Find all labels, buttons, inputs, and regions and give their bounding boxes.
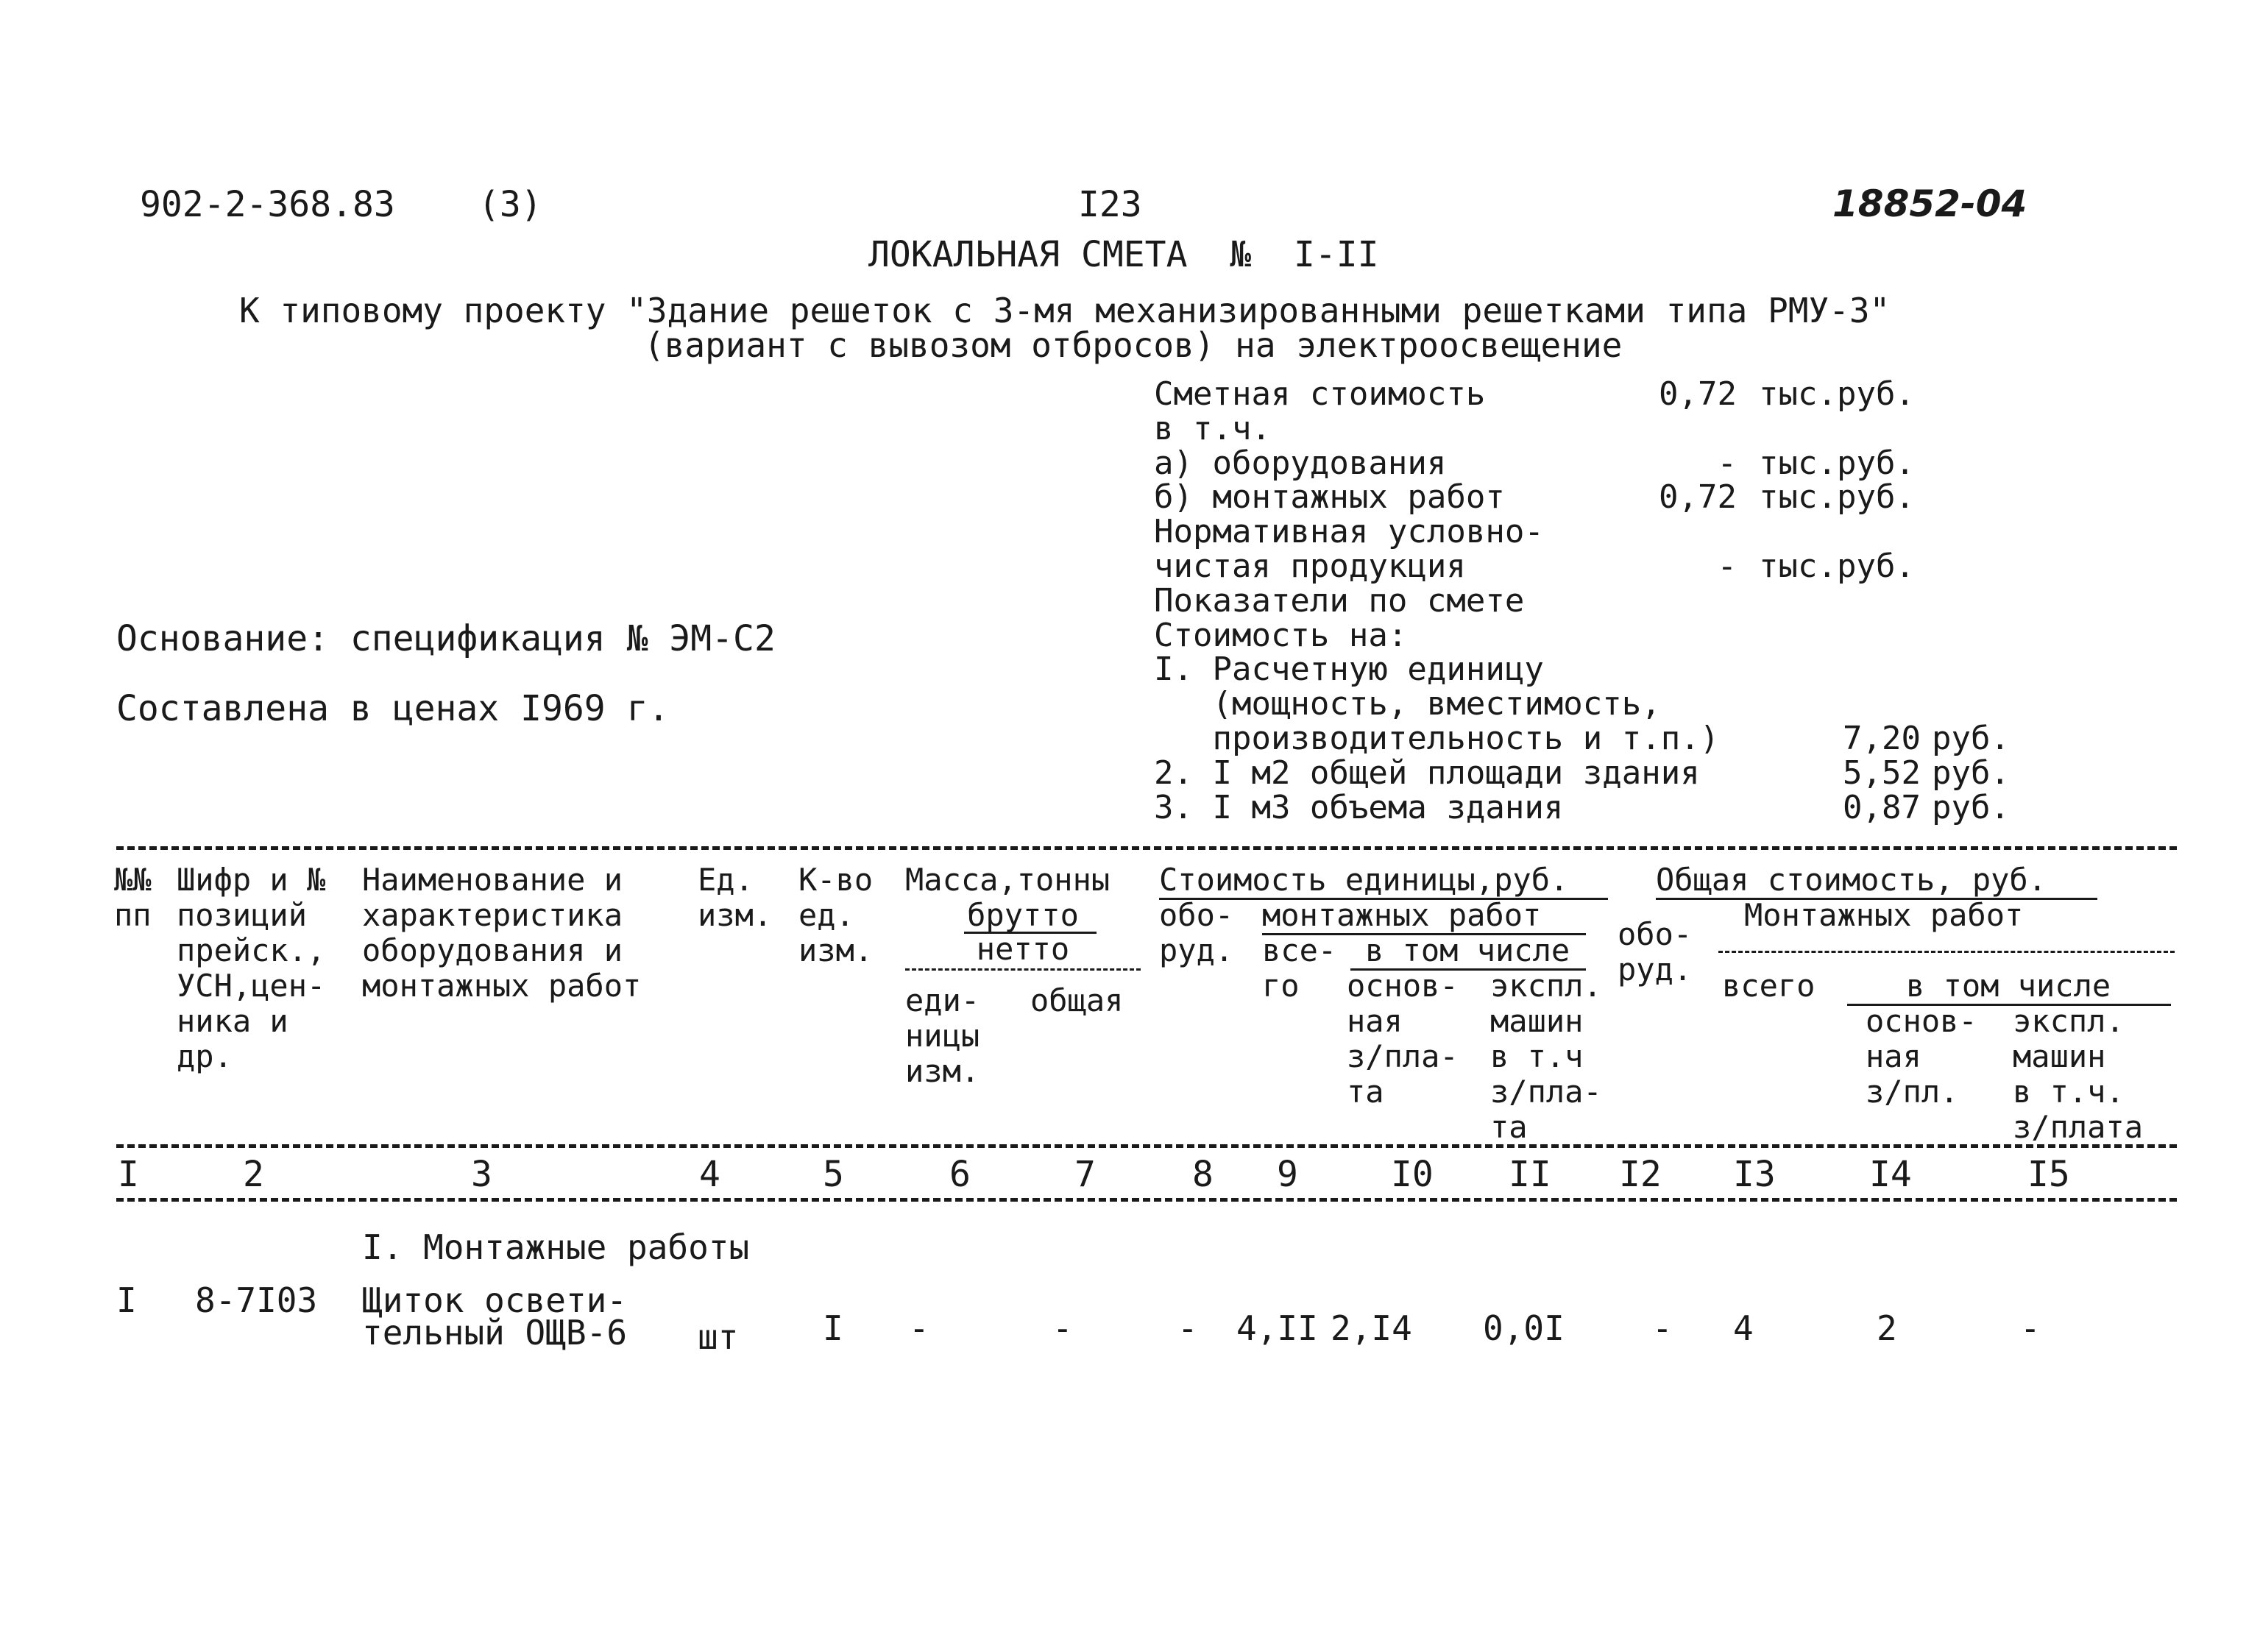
row-1-col-1: I (116, 1280, 137, 1320)
summary-value: 7,20 (1843, 720, 1921, 757)
column-number: 7 (1074, 1154, 1096, 1195)
prices-text: Составлена в ценах I969 г. (116, 688, 670, 729)
header-col-9: все- го (1262, 932, 1337, 1004)
header-col-7: общая (1030, 982, 1124, 1018)
header-col-3: Наименование и характеристика оборудования и монтажных работ (362, 862, 642, 1004)
summary-unit: тыс.руб. (1759, 478, 1915, 517)
header-mass-netto: нетто (976, 931, 1070, 967)
summary-unit: тыс.руб. (1759, 444, 1915, 482)
summary-unit: руб. (1932, 720, 2010, 757)
summary-label: 3. I м3 объема здания (1154, 788, 1564, 826)
summary-label: I. Расчетную единицу (1154, 650, 1544, 689)
column-number: I (118, 1154, 139, 1195)
summary-unit: тыс.руб. (1759, 547, 1915, 585)
summary-label: Показатели по смете (1154, 581, 1525, 620)
header-bottom-rule (116, 1144, 2177, 1148)
handwritten-number: 18852-04 (1832, 182, 2027, 225)
summary-value: 0,72 (1659, 478, 1737, 517)
header-col-5: К-во ед. изм. (798, 862, 874, 968)
header-incl-group-2: в том числе (1906, 968, 2111, 1004)
header-col-2: Шифр и № позиций прейск., УСН,цен- ника и др. (177, 862, 326, 1074)
row-1-col-3-line-2: тельный ОЩВ-6 (362, 1313, 628, 1353)
column-numbers-rule (116, 1198, 2177, 1202)
summary-label: б) монтажных работ (1154, 478, 1505, 517)
row-1-col-3-line-1: Щиток освети- (362, 1280, 628, 1320)
row-1-col-13: 4 (1733, 1308, 1754, 1348)
summary-label: Нормативная условно- (1154, 513, 1544, 551)
row-1-col-2: 8-7I03 (195, 1280, 318, 1320)
header-mass-group: Масса,тонны (905, 862, 1110, 898)
summary-value: 0,72 (1659, 375, 1737, 413)
section-title: I. Монтажные работы (362, 1227, 750, 1267)
header-total-mont-group: Монтажных работ (1744, 897, 2024, 933)
column-number: 6 (949, 1154, 971, 1195)
column-number: II (1509, 1154, 1551, 1195)
column-number: 2 (243, 1154, 264, 1195)
summary-unit: руб. (1932, 788, 2010, 826)
subtitle-line-1: К типовому проекту "Здание решеток с 3-мя механизированными решетками типа РМУ-3" (239, 291, 1891, 330)
header-col-15: экспл. машин в т.ч. з/плата (2013, 1003, 2144, 1145)
summary-value: 5,52 (1843, 754, 1921, 792)
netto-rule (905, 968, 1141, 971)
total-mont-rule (1718, 951, 2175, 953)
column-number: 4 (699, 1154, 720, 1195)
header-col-1: №№ пп (114, 862, 152, 933)
header-total-cost-group: Общая стоимость, руб. (1656, 862, 2047, 898)
header-col-6: еди- ницы изм. (905, 982, 980, 1089)
row-1-col-12: - (1652, 1308, 1673, 1348)
row-1-col-9: 4,II (1236, 1308, 1318, 1348)
header-col-13: всего (1722, 968, 1816, 1004)
header-mass-brutto: брутто (967, 897, 1079, 933)
row-1-col-4: шт (698, 1317, 739, 1357)
column-number: I5 (2027, 1154, 2070, 1195)
header-col-11: экспл. машин в т.ч з/пла- та (1490, 968, 1602, 1145)
row-1-col-10: 2,I4 (1331, 1308, 1412, 1348)
header-unit-cost-group: Стоимость единицы,руб. (1159, 862, 1569, 898)
row-1-col-15: - (2020, 1308, 2041, 1348)
summary-label: производительность и т.п.) (1154, 720, 1720, 757)
summary-label: Сметная стоимость (1154, 375, 1486, 413)
page-number: I23 (1078, 184, 1142, 225)
row-1-col-7: - (1052, 1308, 1073, 1348)
column-number: 3 (471, 1154, 492, 1195)
table-top-rule (116, 846, 2177, 850)
column-number: 9 (1277, 1154, 1298, 1195)
doc-code: 902-2-368.83 (140, 184, 395, 225)
column-number: 5 (823, 1154, 844, 1195)
column-number: 8 (1192, 1154, 1214, 1195)
summary-value: - (1717, 547, 1737, 585)
summary-label: 2. I м2 общей площади здания (1154, 754, 1700, 792)
summary-label: Стоимость на: (1154, 616, 1408, 654)
row-1-col-14: 2 (1877, 1308, 1897, 1348)
row-1-col-5: I (823, 1308, 843, 1348)
summary-label: (мощность, вместимость, (1154, 685, 1661, 723)
header-col-10: основ- ная з/пла- та (1347, 968, 1459, 1110)
row-1-col-11: 0,0I (1483, 1308, 1565, 1348)
summary-label: чистая продукция (1154, 547, 1466, 585)
header-col-4: Ед. изм. (698, 862, 773, 933)
doc-part: (3) (478, 184, 542, 225)
summary-label: в т.ч. (1154, 409, 1271, 447)
header-mont-group: монтажных работ (1262, 897, 1542, 933)
summary-value: 0,87 (1843, 788, 1921, 826)
summary-label: а) оборудования (1154, 444, 1447, 482)
header-col-12: обо- руд. (1618, 916, 1693, 988)
row-1-col-8: - (1177, 1308, 1198, 1348)
summary-unit: руб. (1932, 754, 2010, 792)
header-col-14: основ- ная з/пл. (1866, 1003, 1977, 1110)
column-number: I3 (1733, 1154, 1776, 1195)
subtitle-line-2: (вариант с вывозом отбросов) на электроосвещение (644, 325, 1623, 365)
column-number: I4 (1869, 1154, 1912, 1195)
summary-unit: тыс.руб. (1759, 375, 1915, 413)
column-number: I2 (1619, 1154, 1662, 1195)
document-title: ЛОКАЛЬНАЯ СМЕТА № I-II (868, 234, 1379, 275)
basis-text: Основание: спецификация № ЭМ-С2 (116, 618, 776, 659)
column-number: I0 (1391, 1154, 1434, 1195)
summary-value: - (1717, 444, 1737, 482)
row-1-col-6: - (909, 1308, 929, 1348)
header-col-8: обо- руд. (1159, 897, 1234, 968)
header-incl-group: в том числе (1365, 932, 1570, 968)
